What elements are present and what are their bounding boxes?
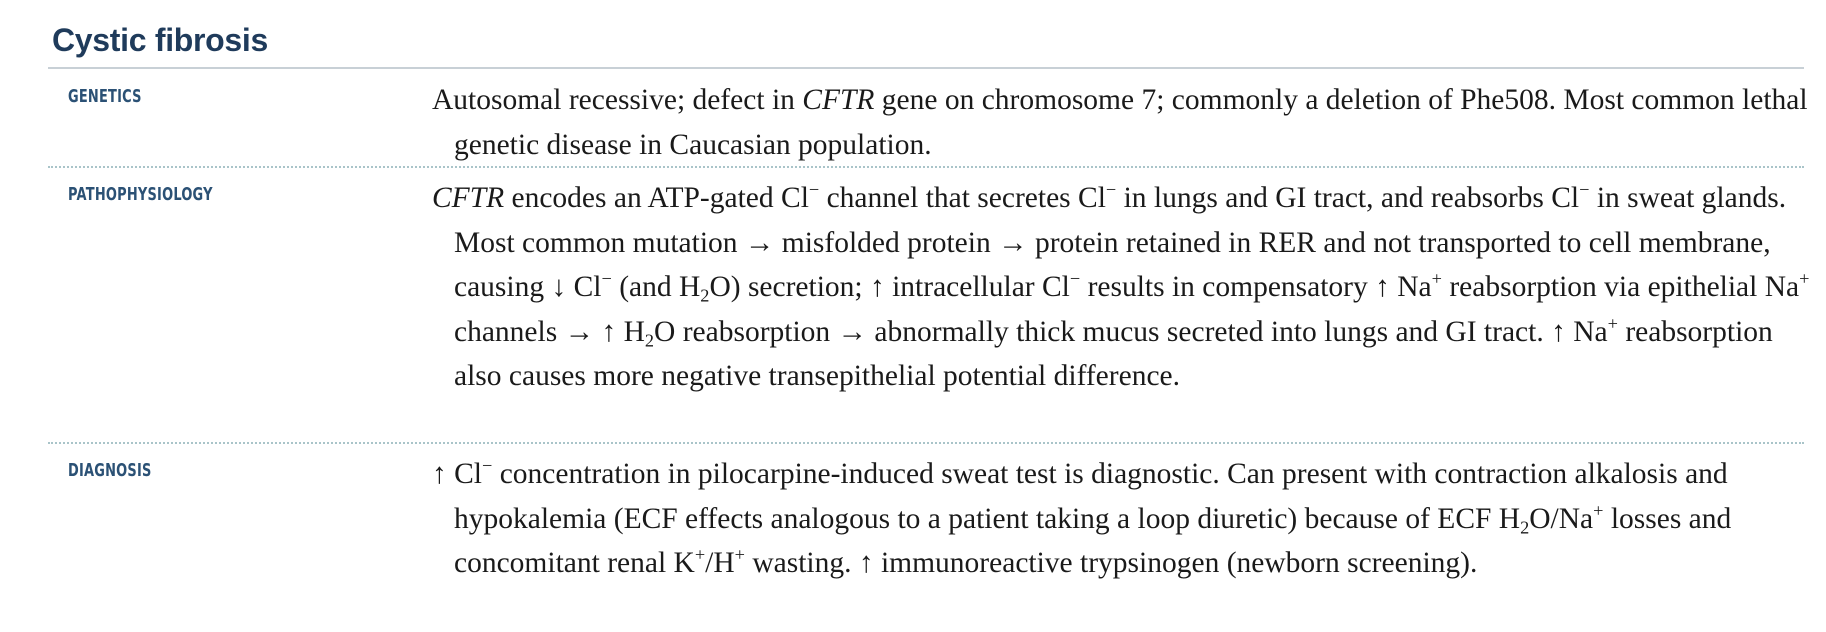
text-segment: channels → ↑ H [454, 315, 645, 348]
text-segment: O reabsorption → abnormally thick mucus secreted into lungs and GI tract. ↑ Na [654, 315, 1608, 348]
superscript: + [1799, 268, 1810, 289]
text-segment: in sweat glands. Most common mutation → misfolded protein → protein retained in RER and not transported to cell membrane, causing ↓ Cl [454, 182, 1787, 303]
text-segment: encodes an ATP-gated Cl [504, 182, 809, 214]
text-segment: reabsorption via epithelial Na [1441, 271, 1800, 303]
row-label-genetics: GENETICS [68, 86, 142, 107]
subscript: 2 [1520, 516, 1530, 537]
row-label-diagnosis: DIAGNOSIS [68, 460, 152, 481]
text-segment: results in compensatory ↑ Na [1080, 271, 1432, 303]
divider [48, 166, 1804, 168]
text-segment: in lungs and GI tract, and reabsorbs Cl [1116, 182, 1580, 214]
superscript: + [1607, 313, 1618, 334]
subscript: 2 [700, 285, 710, 306]
row-content-diagnosis [432, 452, 1826, 586]
text-segment: concentration in pilocarpine-induced sweat test is diagnostic. Can present with contraction alkalosis and hypokalemia (ECF effects analogous to a patient taking a loop diuretic) because of ECF H [454, 458, 1728, 535]
gene-name: CFTR [432, 182, 505, 214]
text-segment: reabsorption also causes more negative transepithelial potential difference. [454, 315, 1773, 392]
text-segment: (and H [611, 271, 701, 303]
superscript: − [1069, 268, 1081, 289]
superscript: + [1431, 268, 1442, 289]
gene-name: CFTR [802, 84, 875, 116]
text-segment: ↑ Cl [432, 458, 482, 490]
text-segment: wasting. ↑ immunoreactive trypsinogen (newborn screening). [744, 547, 1478, 579]
text-segment: Autosomal recessive; defect in [432, 84, 803, 116]
text-segment: O) secretion; ↑ intracellular Cl [709, 271, 1070, 303]
superscript: + [1593, 500, 1604, 521]
subscript: 2 [644, 329, 655, 350]
superscript: − [1579, 179, 1590, 200]
text-segment: O/Na [1529, 502, 1594, 535]
row-label-pathophysiology: PATHOPHYSIOLOGY [68, 184, 213, 205]
title-rule [48, 67, 1804, 69]
superscript: − [482, 455, 493, 476]
text-segment: channel that secretes Cl [819, 182, 1106, 214]
superscript: + [734, 544, 745, 565]
text-segment: losses and concomitant renal K [454, 502, 1732, 579]
superscript: − [808, 179, 820, 200]
superscript: − [601, 268, 612, 289]
superscript: − [1105, 179, 1117, 200]
superscript: + [694, 544, 706, 565]
row-content-genetics [432, 78, 1826, 167]
section-title: Cystic fibrosis [52, 22, 269, 58]
row-content-pathophysiology [432, 176, 1826, 399]
text-segment: /H [705, 547, 735, 579]
text-segment: gene on chromosome 7; commonly a deletion of Phe508. Most common lethal genetic disease in Caucasian population. [454, 84, 1808, 161]
divider [48, 442, 1804, 444]
